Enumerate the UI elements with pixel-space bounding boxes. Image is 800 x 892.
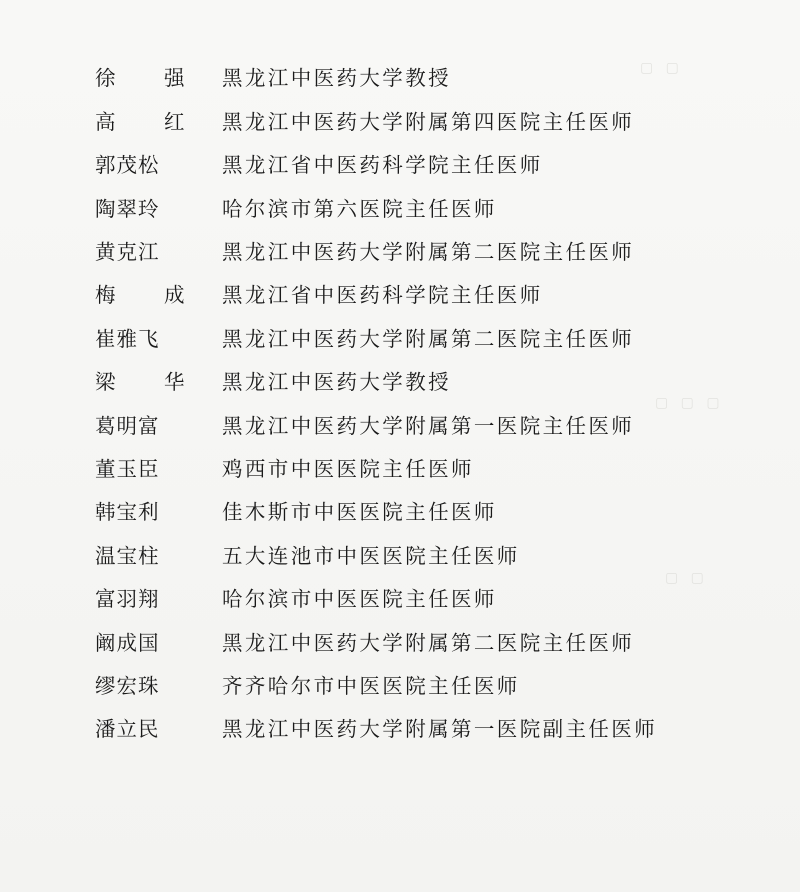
person-title: 黑龙江中医药大学附属第二医院主任医师 <box>222 326 635 351</box>
person-title: 齐齐哈尔市中医医院主任医师 <box>222 673 520 698</box>
expert-roster <box>95 57 775 751</box>
roster-row <box>95 708 775 751</box>
roster-row <box>95 664 775 707</box>
person-name: 缪宏珠 <box>95 673 160 698</box>
roster-row <box>95 144 775 187</box>
person-name: 崔雅飞 <box>95 326 160 351</box>
person-name: 高 红 <box>95 109 206 134</box>
person-title: 黑龙江中医药大学附属第二医院主任医师 <box>222 240 635 264</box>
person-name: 徐 强 <box>95 66 206 91</box>
person-title: 黑龙江中医药大学教授 <box>222 370 451 395</box>
person-title: 哈尔滨市中医医院主任医师 <box>222 587 497 612</box>
person-title: 黑龙江中医药大学附属第二医院主任医师 <box>222 630 635 655</box>
roster-row <box>95 534 775 577</box>
bleed-through-mark: ▢ ▢ ▢ <box>655 395 724 411</box>
person-name: 陶翠玲 <box>95 196 160 221</box>
bleed-through-mark: ▢ ▢ <box>640 60 683 76</box>
roster-row <box>95 187 775 230</box>
roster-row <box>95 57 775 100</box>
roster-row <box>95 578 775 621</box>
roster-row <box>95 317 775 360</box>
person-name: 郭茂松 <box>95 153 160 178</box>
person-title: 黑龙江省中医药科学院主任医师 <box>222 153 543 178</box>
bleed-through-mark: ▢ ▢ <box>665 570 708 586</box>
person-name: 董玉臣 <box>95 456 160 481</box>
roster-row <box>95 100 775 143</box>
person-title: 黑龙江省中医药科学院主任医师 <box>222 283 543 308</box>
person-name: 葛明富 <box>95 413 160 438</box>
person-name: 黄克江 <box>95 240 160 264</box>
person-name: 梁 华 <box>95 370 206 395</box>
roster-row <box>95 361 775 404</box>
person-title: 黑龙江中医药大学附属第一医院副主任医师 <box>222 717 658 742</box>
person-name: 温宝柱 <box>95 543 160 568</box>
roster-row <box>95 274 775 317</box>
person-title: 哈尔滨市第六医院主任医师 <box>222 196 497 221</box>
person-name: 阚成国 <box>95 630 160 655</box>
person-name: 梅 成 <box>95 283 206 308</box>
person-title: 鸡西市中医医院主任医师 <box>222 456 474 481</box>
person-title: 黑龙江中医药大学附属第四医院主任医师 <box>222 109 635 134</box>
person-title: 黑龙江中医药大学附属第一医院主任医师 <box>222 413 635 438</box>
roster-row <box>95 231 775 274</box>
person-title: 五大连池市中医医院主任医师 <box>222 543 520 568</box>
person-name: 富羽翔 <box>95 587 160 612</box>
person-name: 韩宝利 <box>95 500 160 525</box>
person-title: 黑龙江中医药大学教授 <box>222 66 451 91</box>
roster-row <box>95 404 775 447</box>
roster-row <box>95 448 775 491</box>
person-title: 佳木斯市中医医院主任医师 <box>222 500 497 525</box>
roster-row <box>95 621 775 664</box>
roster-row <box>95 491 775 534</box>
person-name: 潘立民 <box>95 717 160 742</box>
